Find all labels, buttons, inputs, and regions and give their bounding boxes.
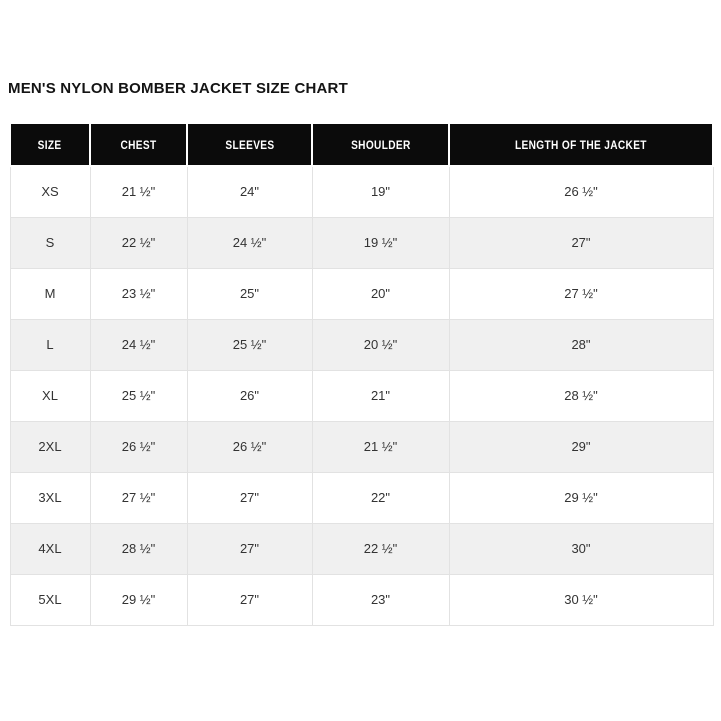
size-cell: 4XL: [10, 523, 90, 574]
table-row: [10, 574, 713, 625]
size-chart-body: [10, 166, 713, 625]
table-row: [10, 268, 713, 319]
shoulder-cell: 20 ½": [312, 319, 449, 370]
sleeves-cell: 24 ½": [187, 217, 312, 268]
size-cell: XL: [10, 370, 90, 421]
shoulder-cell: 22": [312, 472, 449, 523]
sleeves-cell: 24": [187, 166, 312, 217]
chest-cell: 25 ½": [90, 370, 187, 421]
sleeves-cell: 27": [187, 574, 312, 625]
header-cell-shoulder: [312, 123, 449, 166]
header-label-size: SIZE: [38, 139, 62, 152]
header-cell-size: [10, 123, 90, 166]
header-label-chest: CHEST: [120, 139, 157, 152]
shoulder-cell: 21 ½": [312, 421, 449, 472]
table-row: [10, 421, 713, 472]
header-cell-chest: [90, 123, 187, 166]
length-cell: 29 ½": [449, 472, 713, 523]
header-label-length: LENGTH OF THE JACKET: [515, 139, 647, 152]
shoulder-cell: 21": [312, 370, 449, 421]
sleeves-cell: 27": [187, 523, 312, 574]
header-cell-sleeves: [187, 123, 312, 166]
chest-cell: 27 ½": [90, 472, 187, 523]
shoulder-cell: 19 ½": [312, 217, 449, 268]
table-row: [10, 523, 713, 574]
sleeves-cell: 26": [187, 370, 312, 421]
shoulder-cell: 23": [312, 574, 449, 625]
shoulder-cell: 22 ½": [312, 523, 449, 574]
length-cell: 30": [449, 523, 713, 574]
header-label-shoulder: SHOULDER: [350, 139, 411, 152]
sleeves-cell: 26 ½": [187, 421, 312, 472]
table-row: [10, 217, 713, 268]
table-row: [10, 319, 713, 370]
header-label-sleeves: SLEEVES: [224, 139, 275, 152]
length-cell: 27": [449, 217, 713, 268]
size-chart-table: [9, 122, 714, 626]
size-cell: S: [10, 217, 90, 268]
chest-cell: 28 ½": [90, 523, 187, 574]
header-row: [10, 123, 713, 166]
chest-cell: 21 ½": [90, 166, 187, 217]
header-cell-length: [449, 123, 713, 166]
sleeves-cell: 25 ½": [187, 319, 312, 370]
length-cell: 27 ½": [449, 268, 713, 319]
size-cell: 2XL: [10, 421, 90, 472]
table-row: [10, 472, 713, 523]
size-cell: M: [10, 268, 90, 319]
chest-cell: 29 ½": [90, 574, 187, 625]
table-row: [10, 166, 713, 217]
size-cell: L: [10, 319, 90, 370]
length-cell: 29": [449, 421, 713, 472]
table-row: [10, 370, 713, 421]
length-cell: 30 ½": [449, 574, 713, 625]
chest-cell: 22 ½": [90, 217, 187, 268]
length-cell: 26 ½": [449, 166, 713, 217]
size-cell: XS: [10, 166, 90, 217]
size-chart-header: [10, 123, 713, 166]
shoulder-cell: 20": [312, 268, 449, 319]
page-title: MEN'S NYLON BOMBER JACKET SIZE CHART: [8, 80, 348, 97]
length-cell: 28": [449, 319, 713, 370]
chest-cell: 24 ½": [90, 319, 187, 370]
size-cell: 5XL: [10, 574, 90, 625]
sleeves-cell: 25": [187, 268, 312, 319]
chest-cell: 23 ½": [90, 268, 187, 319]
length-cell: 28 ½": [449, 370, 713, 421]
shoulder-cell: 19": [312, 166, 449, 217]
chest-cell: 26 ½": [90, 421, 187, 472]
sleeves-cell: 27": [187, 472, 312, 523]
size-cell: 3XL: [10, 472, 90, 523]
